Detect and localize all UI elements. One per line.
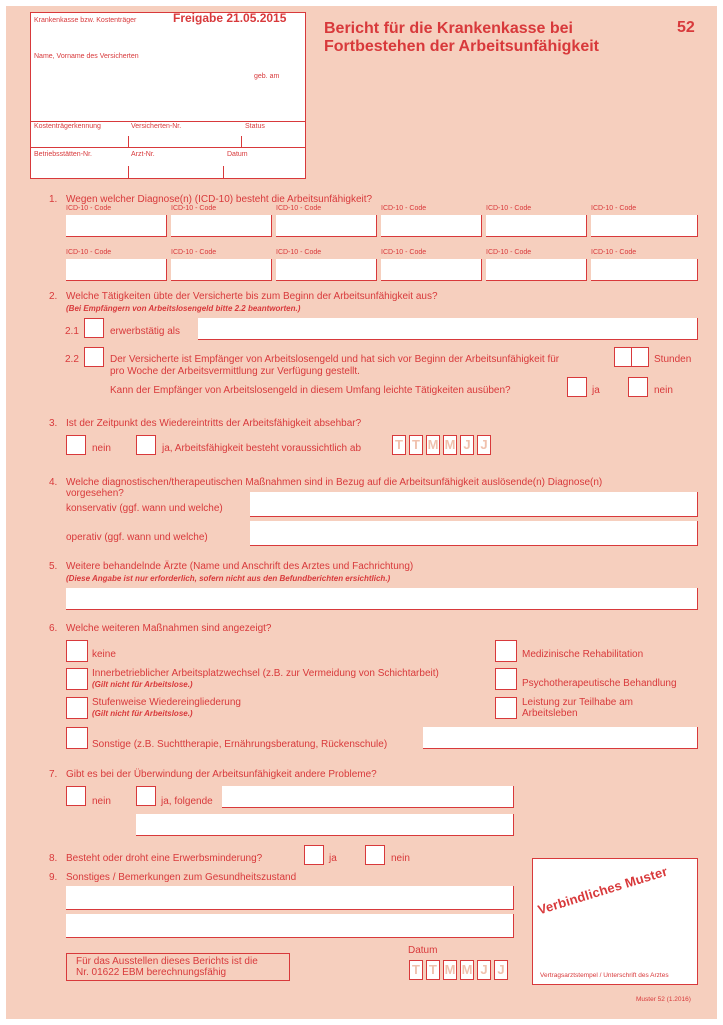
work-participation-label-2: Arbeitsleben (522, 708, 578, 719)
recovery-no-label: nein (92, 443, 111, 454)
icd-code-field[interactable] (66, 259, 167, 281)
problems-field-1[interactable] (222, 786, 514, 808)
icd-code-field[interactable] (486, 259, 587, 281)
graded-reintegration-label: Stufenweise Wiedereingliederung (92, 697, 241, 708)
ebm-line2: Nr. 01622 EBM berechnungsfähig (76, 967, 227, 978)
problems-yes-label: ja, folgende (161, 796, 213, 807)
hours-digit-1[interactable] (614, 347, 632, 367)
other-measures-checkbox[interactable] (66, 727, 88, 749)
q5-number: 5. (49, 561, 58, 572)
icd-code-field[interactable] (276, 215, 377, 237)
stamp-watermark: Verbindliches Muster (536, 863, 670, 918)
measure-none-label: keine (92, 649, 116, 660)
icd-code-field[interactable] (591, 259, 698, 281)
icd-code-field[interactable] (66, 215, 167, 237)
q4-question-line1: Welche diagnostischen/therapeutischen Maßnahmen sind in Bezug auf die Arbeitsunfähigkeit auslösende(n) Diagnose(n) (66, 477, 603, 488)
name-label: Name, Vorname des Versicherten (34, 53, 139, 60)
footer-date-digit[interactable]: M (460, 960, 474, 980)
icd-code-label: ICD-10 - Code (171, 249, 217, 256)
header-divider (223, 166, 224, 179)
form-number: 52 (677, 19, 695, 36)
status-label: Status (245, 123, 265, 130)
q2-1-number: 2.1 (65, 326, 79, 337)
recovery-yes-checkbox[interactable] (136, 435, 156, 455)
q9-question: Sonstiges / Bemerkungen zum Gesundheitszustand (66, 872, 297, 883)
insurer-label: Krankenkasse bzw. Kostenträger (34, 17, 137, 24)
reduced-capacity-no-checkbox[interactable] (365, 845, 385, 865)
icd-code-field[interactable] (381, 259, 482, 281)
recovery-yes-label: ja, Arbeitsfähigkeit besteht voraussichtlich ab (162, 443, 361, 454)
recovery-date-digit[interactable]: J (460, 435, 474, 455)
form-title-line2: Fortbestehen der Arbeitsunfähigkeit (324, 38, 599, 55)
work-participation-checkbox[interactable] (495, 697, 517, 719)
work-participation-label-1: Leistung zur Teilhabe am (522, 697, 633, 708)
icd-code-field[interactable] (171, 215, 272, 237)
icd-code-field[interactable] (381, 215, 482, 237)
icd-code-label: ICD-10 - Code (66, 205, 112, 212)
q4-question-line2: vorgesehen? (66, 488, 124, 499)
icd-code-field[interactable] (486, 215, 587, 237)
payer-id-label: Kostenträgerkennung (34, 123, 101, 130)
recovery-date-digit[interactable]: J (477, 435, 491, 455)
rehab-label: Medizinische Rehabilitation (522, 649, 644, 660)
remarks-field-2[interactable] (66, 914, 514, 938)
icd-code-field[interactable] (591, 215, 698, 237)
footer-date-digit[interactable]: T (426, 960, 440, 980)
light-work-no-label: nein (654, 385, 673, 396)
icd-code-label: ICD-10 - Code (486, 249, 532, 256)
reduced-capacity-no-label: nein (391, 853, 410, 864)
unemployment-benefit-checkbox[interactable] (84, 347, 104, 367)
header-divider (241, 136, 242, 148)
footer-date-digit[interactable]: J (494, 960, 508, 980)
icd-code-field[interactable] (276, 259, 377, 281)
recovery-no-checkbox[interactable] (66, 435, 86, 455)
q5-note: (Diese Angabe ist nur erforderlich, sofern nicht aus den Befundberichten ersichtlich.) (66, 574, 391, 583)
conservative-label: konservativ (ggf. wann und welche) (66, 503, 223, 514)
q3-number: 3. (49, 418, 58, 429)
unemployment-line3: Kann der Empfänger von Arbeitslosengeld in diesem Umfang leichte Tätigkeiten ausüben? (110, 385, 511, 396)
employed-checkbox[interactable] (84, 318, 104, 338)
release-date: Freigabe 21.05.2015 (173, 11, 287, 25)
q6-question: Welche weiteren Maßnahmen sind angezeigt? (66, 623, 272, 634)
q2-question: Welche Tätigkeiten übte der Versicherte bis zum Beginn der Arbeitsunfähigkeit aus? (66, 291, 438, 302)
date-label: Datum (227, 151, 248, 158)
icd-code-label: ICD-10 - Code (591, 205, 637, 212)
footer-date-label: Datum (408, 945, 438, 956)
psychotherapy-label: Psychotherapeutische Behandlung (522, 678, 677, 689)
problems-no-checkbox[interactable] (66, 786, 86, 806)
ebm-billing-note (66, 953, 290, 981)
workplace-change-checkbox[interactable] (66, 668, 88, 690)
dob-label: geb. am (254, 73, 280, 80)
remarks-field-1[interactable] (66, 886, 514, 910)
problems-no-label: nein (92, 796, 111, 807)
header-divider (128, 136, 129, 148)
psychotherapy-checkbox[interactable] (495, 668, 517, 690)
recovery-date-digit[interactable]: T (409, 435, 423, 455)
recovery-date-digit[interactable]: M (443, 435, 457, 455)
stamp-signature-box[interactable] (532, 858, 698, 985)
form-code: Muster 52 (1.2016) (636, 996, 691, 1003)
recovery-date-digit[interactable]: M (426, 435, 440, 455)
icd-code-label: ICD-10 - Code (486, 205, 532, 212)
form-title-line1: Bericht für die Krankenkasse bei (324, 20, 573, 37)
light-work-no-checkbox[interactable] (628, 377, 648, 397)
q7-question: Gibt es bei der Überwindung der Arbeitsunfähigkeit andere Probleme? (66, 769, 377, 780)
q4-number: 4. (49, 477, 58, 488)
icd-code-label: ICD-10 - Code (171, 205, 217, 212)
occupation-field[interactable] (198, 318, 698, 340)
q9-number: 9. (49, 872, 58, 883)
q2-number: 2. (49, 291, 58, 302)
q7-number: 7. (49, 769, 58, 780)
footer-date-digit[interactable]: J (477, 960, 491, 980)
site-number-label: Betriebsstätten-Nr. (34, 151, 92, 158)
footer-date-digit[interactable]: T (409, 960, 423, 980)
light-work-yes-label: ja (592, 385, 600, 396)
q1-number: 1. (49, 194, 58, 205)
other-doctors-field[interactable] (66, 588, 698, 610)
workplace-change-note: (Gilt nicht für Arbeitslose.) (92, 680, 193, 689)
q3-question: Ist der Zeitpunkt des Wiedereintritts der Arbeitsfähigkeit absehbar? (66, 418, 362, 429)
unemployment-line1: Der Versicherte ist Empfänger von Arbeitslosengeld und hat sich vor Beginn der Arbeitsunfähigkeit für (110, 354, 560, 365)
other-measures-label: Sonstige (z.B. Suchttherapie, Ernährungsberatung, Rückenschule) (92, 739, 388, 750)
ebm-line1: Für das Ausstellen dieses Berichts ist die (76, 956, 258, 967)
stamp-label: Vertragsarztstempel / Unterschrift des Arztes (540, 972, 669, 979)
reduced-capacity-yes-checkbox[interactable] (304, 845, 324, 865)
hours-label: Stunden (654, 354, 692, 365)
footer-date-digit[interactable]: M (443, 960, 457, 980)
doctor-number-label: Arzt-Nr. (131, 151, 155, 158)
other-measures-field[interactable] (423, 727, 698, 749)
problems-field-2[interactable] (136, 814, 514, 836)
operative-field[interactable] (250, 521, 698, 546)
q5-question: Weitere behandelnde Ärzte (Name und Anschrift des Arztes und Fachrichtung) (66, 561, 414, 572)
form-title (324, 20, 599, 56)
icd-code-label: ICD-10 - Code (276, 249, 322, 256)
q2-note: (Bei Empfängern von Arbeitslosengeld bitte 2.2 beantworten.) (66, 304, 301, 313)
header-divider (128, 166, 129, 179)
workplace-change-label: Innerbetrieblicher Arbeitsplatzwechsel (z.B. zur Vermeidung von Schichtarbeit) (92, 668, 439, 679)
insured-number-label: Versicherten-Nr. (131, 123, 182, 130)
hours-digit-2[interactable] (631, 347, 649, 367)
graded-reintegration-note: (Gilt nicht für Arbeitslose.) (92, 709, 193, 718)
rehab-checkbox[interactable] (495, 640, 517, 662)
icd-code-label: ICD-10 - Code (276, 205, 322, 212)
light-work-yes-checkbox[interactable] (567, 377, 587, 397)
header-divider (30, 147, 306, 148)
reduced-capacity-yes-label: ja (329, 853, 337, 864)
q6-number: 6. (49, 623, 58, 634)
unemployment-line2: pro Woche der Arbeitsvermittlung zur Verfügung gestellt. (110, 366, 360, 377)
graded-reintegration-checkbox[interactable] (66, 697, 88, 719)
q1-question: Wegen welcher Diagnose(n) (ICD-10) besteht die Arbeitsunfähigkeit? (66, 194, 373, 205)
q8-number: 8. (49, 853, 58, 864)
conservative-field[interactable] (250, 492, 698, 517)
header-divider (30, 121, 306, 122)
recovery-date-digit[interactable]: T (392, 435, 406, 455)
icd-code-label: ICD-10 - Code (591, 249, 637, 256)
measure-none-checkbox[interactable] (66, 640, 88, 662)
problems-yes-checkbox[interactable] (136, 786, 156, 806)
icd-code-label: ICD-10 - Code (381, 249, 427, 256)
q2-2-number: 2.2 (65, 354, 79, 365)
icd-code-label: ICD-10 - Code (66, 249, 112, 256)
employed-label: erwerbstätig als (110, 326, 181, 337)
operative-label: operativ (ggf. wann und welche) (66, 532, 208, 543)
q8-question: Besteht oder droht eine Erwerbsminderung? (66, 853, 263, 864)
icd-code-label: ICD-10 - Code (381, 205, 427, 212)
icd-code-field[interactable] (171, 259, 272, 281)
